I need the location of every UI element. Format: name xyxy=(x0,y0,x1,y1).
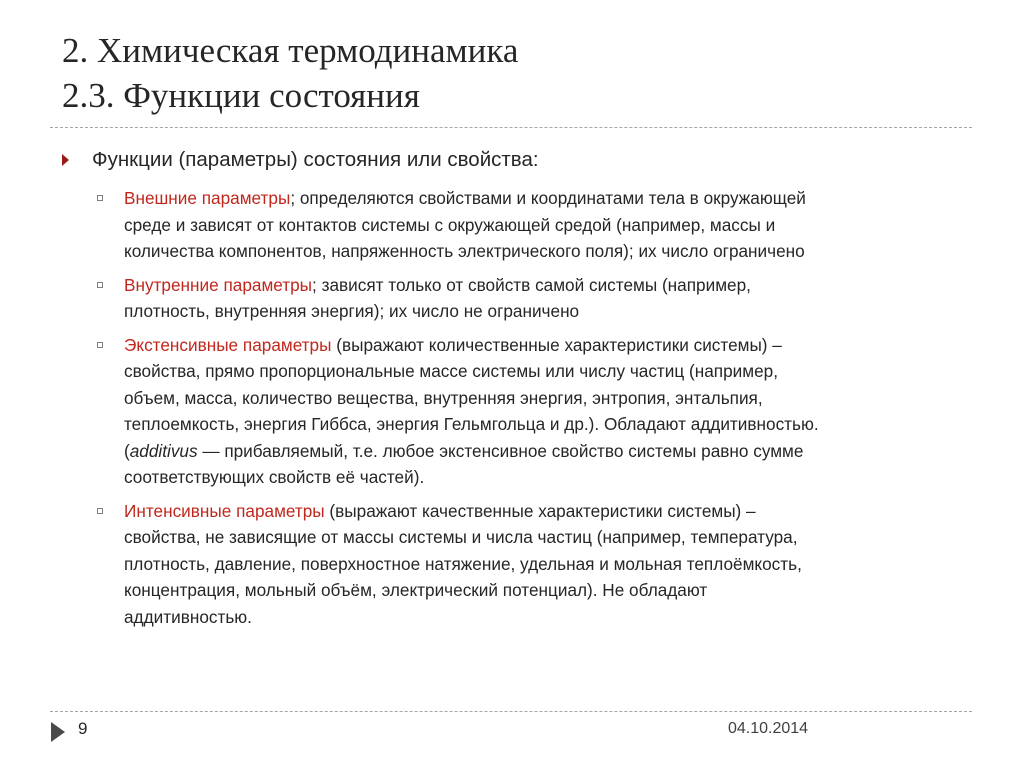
page-number: 9 xyxy=(78,719,88,738)
triangle-arrow-icon xyxy=(51,722,65,742)
square-bullet-icon xyxy=(97,508,103,514)
title-divider xyxy=(50,127,972,128)
list-item-internal: Внутренние параметры; зависят только от свойств самой системы (например, плотность, внутренняя энергия); их число не ограничено xyxy=(97,272,977,325)
square-bullet-icon xyxy=(97,282,103,288)
term-extensive: Экстенсивные параметры xyxy=(124,334,332,355)
parameter-list xyxy=(97,185,977,637)
list-item-extensive: Экстенсивные параметры (выражают количественные характеристики системы) – свойства, прямо пропорциональные массе системы или числу частиц (например, объем, масса, количество вещества, внутренняя энергия, энтропия, энтальпия, теплоемкость, энергия Гиббса, энергия Гельмгольца и др.). Обладают аддитивностью. (additivus — прибавляемый, т.е. любое экстенсивное свойство системы равно сумме соответствующих свойств её частей). xyxy=(97,332,977,491)
square-bullet-icon xyxy=(97,195,103,201)
list-item-intensive: Интенсивные параметры (выражают качественные характеристики системы) – свойства, не зависящие от массы системы и числа частиц (например, температура, плотность, давление, поверхностное натяжение, удельная и мольная теплоёмкость, концентрация, мольный объём, электрический потенциал). Не обладают аддитивностью. xyxy=(97,498,977,631)
lead-text: Функции (параметры) состояния или свойства: xyxy=(92,148,539,171)
latin-term: additivus xyxy=(129,440,198,461)
square-bullet-icon xyxy=(97,342,103,348)
title-line-1: 2. Химическая термодинамика xyxy=(62,31,519,70)
footer-divider xyxy=(50,711,972,712)
title-line-2: 2.3. Функции состояния xyxy=(62,76,420,115)
term-intensive: Интенсивные параметры xyxy=(124,500,325,521)
term-internal: Внутренние параметры xyxy=(124,274,313,295)
slide-title xyxy=(62,28,982,118)
term-external: Внешние параметры xyxy=(124,188,291,208)
triangle-bullet-icon xyxy=(62,154,69,166)
slide-date: 04.10.2014 xyxy=(728,720,809,737)
list-item-external: Внешние параметры; определяются свойствами и координатами тела в окружающей среде и зависят от контактов системы с окружающей средой (например, массы и количества компонентов, напряженность электрического поля); их число ограничено xyxy=(97,185,977,265)
